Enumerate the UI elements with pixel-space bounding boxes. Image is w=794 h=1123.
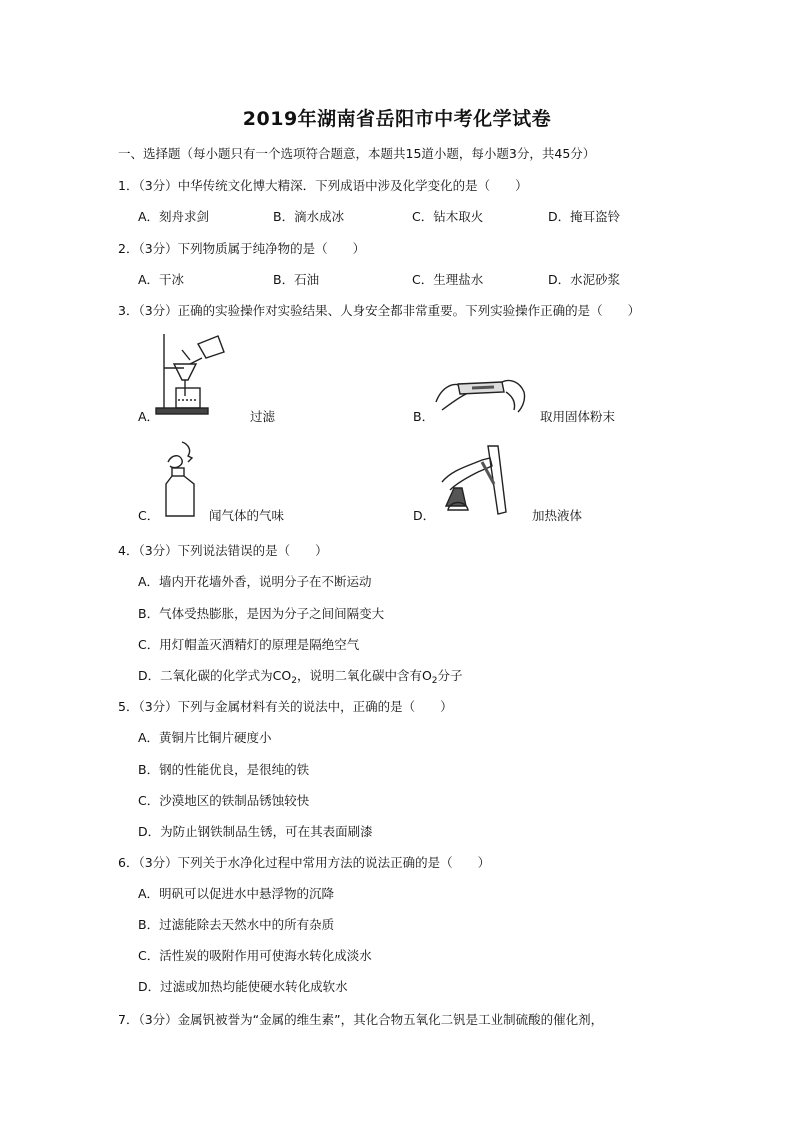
- question-6-option-a: A．明矾可以促进水中悬浮物的沉降: [138, 886, 335, 901]
- solid-powder-handling-image: [432, 372, 532, 416]
- question-3-option-c-letter: C．: [138, 508, 160, 523]
- question-3-option-a-letter: A．: [138, 409, 160, 424]
- heating-liquid-image: [432, 440, 522, 522]
- question-1-option-c: C．钻木取火: [412, 209, 484, 224]
- subscript-2: 2: [291, 676, 297, 686]
- question-1-option-a: A．刻舟求剑: [138, 209, 210, 224]
- smelling-gas-image: [158, 440, 208, 520]
- question-1-option-d: D．掩耳盗铃: [548, 209, 621, 224]
- question-5-stem: 5．（3分）下列与金属材料有关的说法中，正确的是（ ）: [118, 699, 453, 714]
- question-6-stem: 6．（3分）下列关于水净化过程中常用方法的说法正确的是（ ）: [118, 855, 491, 870]
- filtration-apparatus-image: [152, 330, 232, 416]
- question-5-option-c: C．沙漠地区的铁制品锈蚀较快: [138, 793, 310, 808]
- question-2-option-d: D．水泥砂浆: [548, 272, 621, 287]
- question-5-option-b: B．钢的性能优良，是很纯的铁: [138, 762, 310, 777]
- question-4-option-d-part3: 分子: [437, 668, 463, 683]
- question-3-option-b-letter: B．: [413, 409, 435, 424]
- question-4-stem: 4．（3分）下列说法错误的是（ ）: [118, 543, 328, 558]
- question-2-option-a: A．干冰: [138, 272, 185, 287]
- question-6-option-b: B．过滤能除去天然水中的所有杂质: [138, 917, 335, 932]
- question-3-option-d-text: 加热液体: [532, 508, 583, 523]
- question-2-option-b: B．石油: [273, 272, 320, 287]
- page-title: 2019年湖南省岳阳市中考化学试卷: [242, 108, 552, 130]
- question-3-stem: 3．（3分）正确的实验操作对实验结果、人身安全都非常重要。下列实验操作正确的是（ ）: [118, 303, 641, 318]
- question-3-option-d-letter: D．: [413, 508, 436, 523]
- question-4-option-b: B．气体受热膨胀，是因为分子之间间隔变大: [138, 606, 385, 621]
- question-4-option-a: A．墙内开花墙外香，说明分子在不断运动: [138, 574, 372, 589]
- question-1-stem: 1．（3分）中华传统文化博大精深．下列成语中涉及化学变化的是（ ）: [118, 178, 528, 193]
- question-1-option-b: B．滴水成冰: [273, 209, 345, 224]
- question-3-option-a-text: 过滤: [250, 409, 276, 424]
- question-4-option-d: [138, 668, 463, 689]
- question-2-option-c: C．生理盐水: [412, 272, 484, 287]
- question-4-option-d-part2: ，说明二氧化碳中含有O: [296, 668, 432, 683]
- question-5-option-d: D．为防止钢铁制品生锈，可在其表面刷漆: [138, 824, 373, 839]
- question-6-option-c: C．活性炭的吸附作用可使海水转化成淡水: [138, 948, 372, 963]
- question-5-option-a: A．黄铜片比铜片硬度小: [138, 730, 272, 745]
- question-2-stem: 2．（3分）下列物质属于纯净物的是（ ）: [118, 241, 366, 256]
- question-4-option-c: C．用灯帽盖灭酒精灯的原理是隔绝空气: [138, 637, 360, 652]
- question-7-stem: 7．（3分）金属钒被誉为“金属的维生素”，其化合物五氧化二钒是工业制硫酸的催化剂，: [118, 1012, 604, 1027]
- question-6-option-d: D．过滤或加热均能使硬水转化成软水: [138, 979, 348, 994]
- question-3-option-b-text: 取用固体粉末: [540, 409, 616, 424]
- question-3-option-c-text: 闻气体的气味: [209, 508, 285, 523]
- question-4-option-d-part1: D．二氧化碳的化学式为CO: [138, 668, 292, 683]
- section-heading: 一、选择题（每小题只有一个选项符合题意，本题共15道小题，每小题3分，共45分）: [118, 146, 596, 161]
- subscript-2: 2: [431, 676, 438, 686]
